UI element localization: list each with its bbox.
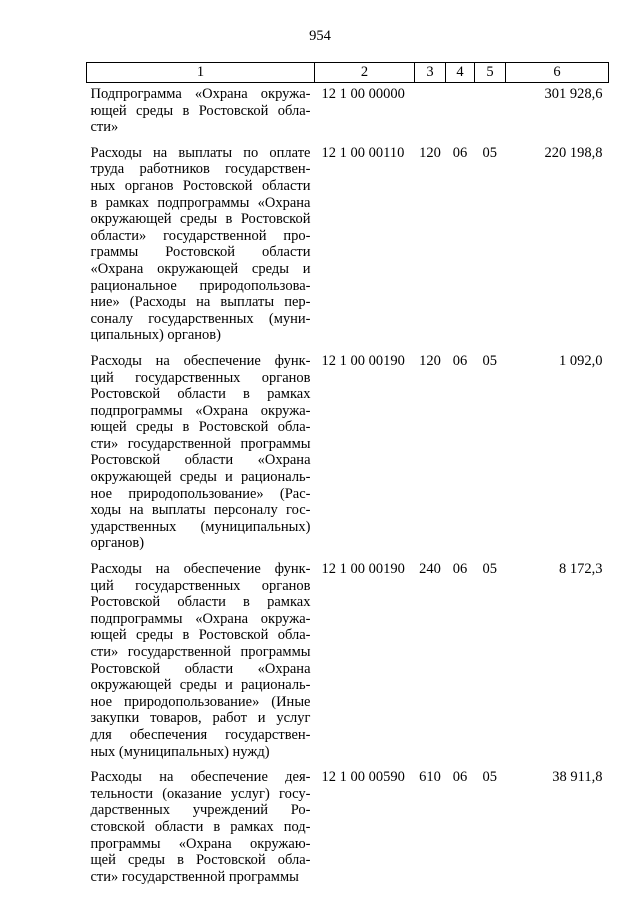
expense-name-line: Расходы на обеспечение функ- xyxy=(90,561,311,578)
expense-name-line: Ростовской области «Охрана xyxy=(90,452,311,469)
expense-name-line: в рамках подпрограммы «Охрана xyxy=(90,194,311,211)
expense-name-line: стовской области в рамках под- xyxy=(90,818,311,835)
target-code-cell: 12 1 00 00110 xyxy=(321,144,405,161)
section-cell: 06 xyxy=(452,561,468,578)
table-row xyxy=(87,142,609,350)
expense-name-line: ходы на выплаты персоналу гос- xyxy=(90,502,311,519)
expense-name-cell xyxy=(87,766,315,891)
expense-type-cell: 240 xyxy=(419,561,441,578)
budget-table xyxy=(86,62,609,891)
section-cell: 06 xyxy=(452,352,468,369)
expense-name-line: труда работников государствен- xyxy=(90,161,311,178)
expense-name-line: ных (муниципальных) нужд) xyxy=(90,743,270,760)
header-col-4: 4 xyxy=(446,63,475,83)
expense-name-line: области» государственной про- xyxy=(90,227,311,244)
table-row xyxy=(87,83,609,142)
expense-name-line: ющей среды в Ростовской обла- xyxy=(90,627,311,644)
expense-name-line: ющей среды в Ростовской обла- xyxy=(90,419,311,436)
expense-name-line: закупки товаров, работ и услуг xyxy=(90,710,311,727)
target-code-cell: 12 1 00 00590 xyxy=(321,769,405,786)
target-code-cell: 12 1 00 00000 xyxy=(321,86,405,102)
expense-name-line: ций государственных органов xyxy=(90,369,311,386)
expense-name-line: ющей среды в Ростовской обла- xyxy=(90,102,311,119)
expense-name-line: тельности (оказание услуг) госу- xyxy=(90,785,311,802)
expense-name-line: дарственных учреждений Ро- xyxy=(90,802,311,819)
header-col-6: 6 xyxy=(506,63,609,83)
subsection-cell: 05 xyxy=(482,769,497,786)
amount-cell: 220 198,8 xyxy=(544,144,603,161)
expense-name-line: для обеспечения государствен- xyxy=(90,726,311,743)
expense-type-cell xyxy=(415,83,446,142)
table-row xyxy=(87,558,609,766)
expense-name-line: подпрограммы «Охрана окружа- xyxy=(90,610,311,627)
amount-cell: 1 092,0 xyxy=(559,352,603,369)
section-cell: 06 xyxy=(452,769,468,786)
expense-name-cell xyxy=(87,83,315,142)
expense-name-cell xyxy=(87,142,315,350)
target-code-cell: 12 1 00 00190 xyxy=(321,561,405,578)
table-body xyxy=(87,83,609,892)
expense-name-line: подпрограммы «Охрана окружа- xyxy=(90,402,311,419)
subsection-cell xyxy=(475,83,506,142)
section-cell: 06 xyxy=(452,144,468,161)
expense-name-line: Расходы на обеспечение дея- xyxy=(90,769,311,786)
subsection-cell: 05 xyxy=(482,561,497,578)
expense-name-line: Расходы на обеспечение функ- xyxy=(90,352,311,369)
expense-name-line: окружающей среды и рациональ- xyxy=(90,469,311,486)
expense-name-line: Ростовской области в рамках xyxy=(90,386,311,403)
expense-name-line: сти» xyxy=(90,119,119,136)
table-header-row xyxy=(87,63,609,83)
header-col-3: 3 xyxy=(415,63,446,83)
expense-name-line: сти» государственной программы xyxy=(90,644,311,660)
expense-name-line: граммы Ростовской области xyxy=(90,244,311,261)
header-col-1: 1 xyxy=(87,63,315,83)
expense-name-line: ных органов Ростовской области xyxy=(90,177,311,194)
table-row xyxy=(87,766,609,891)
expense-name-line: Подпрограмма «Охрана окружа- xyxy=(90,86,311,102)
expense-name-line: соналу государственных (муни- xyxy=(90,310,311,327)
target-code-cell: 12 1 00 00190 xyxy=(321,352,405,369)
expense-name-line: программы «Охрана окружаю- xyxy=(90,835,311,852)
expense-name-line: сти» государственной программы xyxy=(90,435,311,452)
subsection-cell: 05 xyxy=(482,352,497,369)
expense-name-line: Ростовской области в рамках xyxy=(90,594,311,611)
header-col-2: 2 xyxy=(315,63,415,83)
expense-name-line: щей среды в Ростовской обла- xyxy=(90,852,311,869)
expense-name-line: ципальных) органов) xyxy=(90,327,221,344)
expense-type-cell: 120 xyxy=(419,144,441,161)
expense-name-line: окружающей среды в Ростовской xyxy=(90,211,311,228)
expense-type-cell: 120 xyxy=(419,352,441,369)
section-cell xyxy=(446,83,475,142)
expense-name-cell xyxy=(87,558,315,766)
expense-name-line: окружающей среды и рациональ- xyxy=(90,677,311,694)
expense-name-cell xyxy=(87,350,315,558)
table-row xyxy=(87,350,609,558)
expense-type-cell: 610 xyxy=(419,769,441,786)
amount-cell: 38 911,8 xyxy=(552,769,603,786)
expense-name-line: рациональное природопользова- xyxy=(90,277,311,294)
expense-name-line: ное природопользование» (Рас- xyxy=(90,485,311,502)
amount-cell: 301 928,6 xyxy=(544,86,603,102)
expense-name-line: Ростовской области «Охрана xyxy=(90,660,311,677)
expense-name-line: сти» государственной программы xyxy=(90,868,299,885)
expense-name-line: ное природопользование» (Иные xyxy=(90,693,311,710)
expense-name-line: органов) xyxy=(90,535,145,552)
expense-name-line: ние» (Расходы на выплаты пер- xyxy=(90,294,311,311)
amount-cell: 8 172,3 xyxy=(559,561,603,578)
subsection-cell: 05 xyxy=(482,144,497,161)
page-number: 954 xyxy=(309,28,331,44)
expense-name-line: ударственных (муниципальных) xyxy=(90,518,311,535)
header-col-5: 5 xyxy=(475,63,506,83)
expense-name-line: Расходы на выплаты по оплате xyxy=(90,144,311,161)
expense-name-line: ций государственных органов xyxy=(90,577,311,594)
expense-name-line: «Охрана окружающей среды и xyxy=(90,260,311,277)
